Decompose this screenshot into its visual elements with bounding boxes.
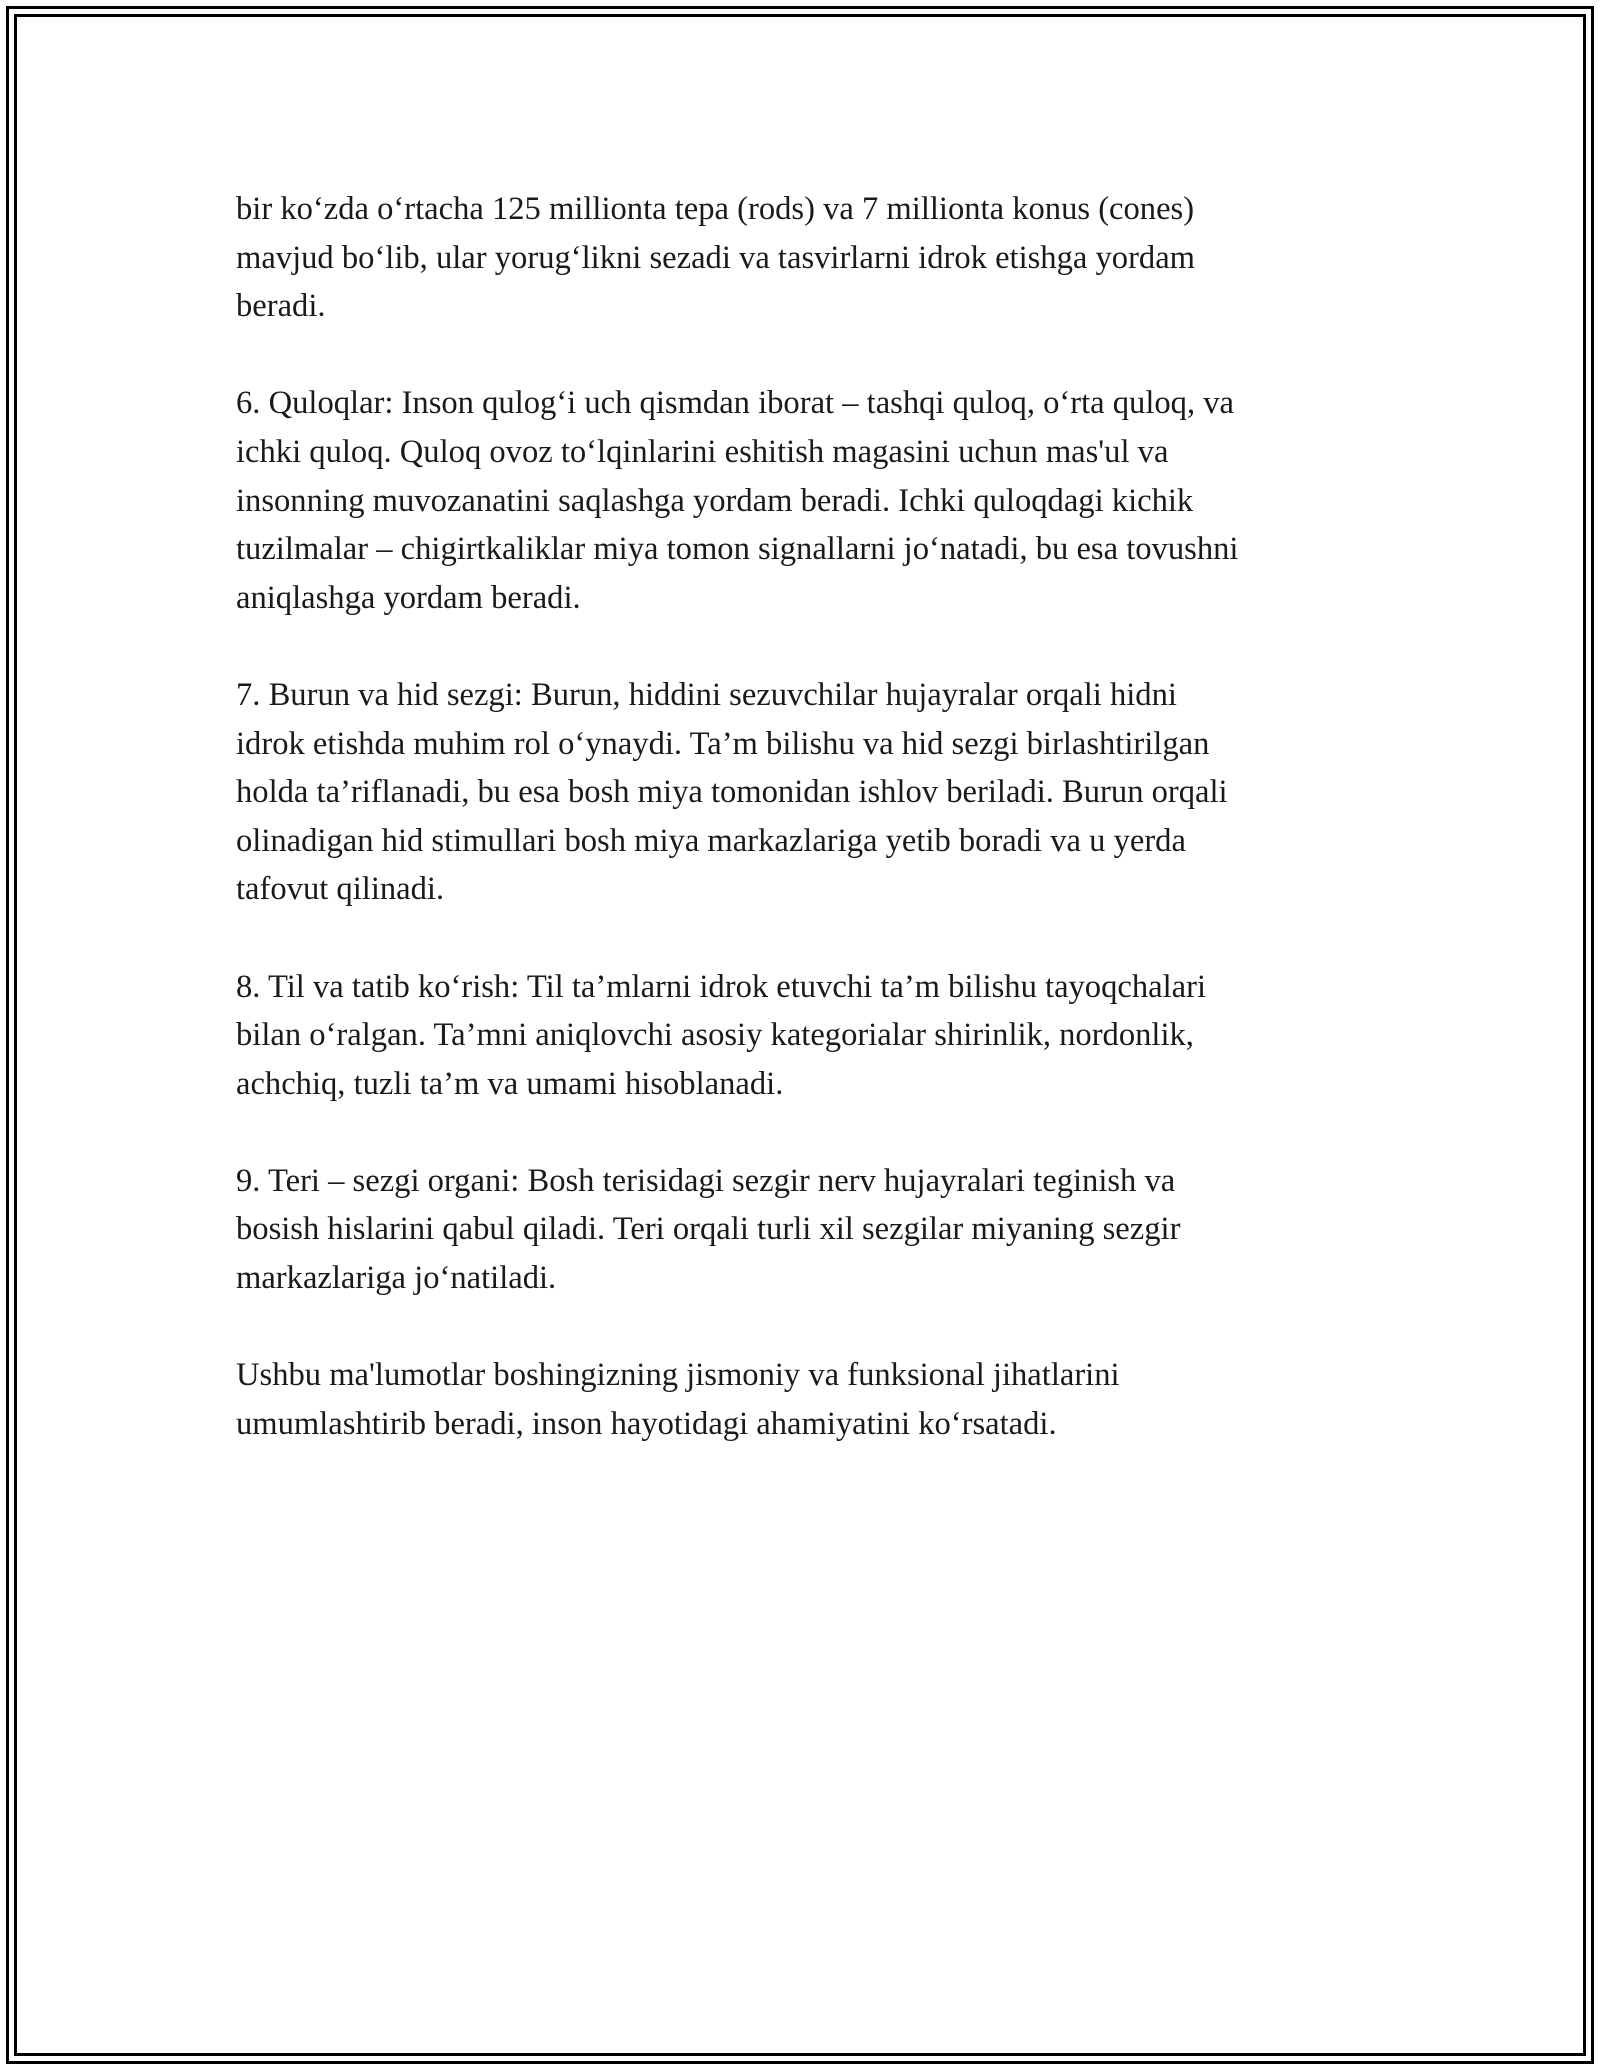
- text-line: tuzilmalar – chigirtkaliklar miya tomon signallarni jo‘natadi, bu esa tovushni: [236, 531, 1239, 568]
- text-line: 6. Quloqlar: Inson qulog‘i uch qismdan iborat – tashqi quloq, o‘rta quloq, va: [236, 385, 1235, 422]
- text-line: olinadigan hid stimullari bosh miya markazlariga yetib boradi va u yerda: [236, 822, 1186, 859]
- text-line: umumlashtirib beradi, inson hayotidagi ahamiyatini ko‘rsatadi.: [236, 1405, 1057, 1442]
- text-line: bir ko‘zda o‘rtacha 125 millionta tepa (rods) va 7 millionta konus (cones): [236, 191, 1195, 227]
- text-line: holda ta’riflanadi, bu esa bosh miya tomonidan ishlov beriladi. Burun orqali: [236, 774, 1228, 811]
- text-line: mavjud bo‘lib, ular yorug‘likni sezadi va tasvirlarni idrok etishga yordam: [236, 239, 1196, 276]
- text-line: 9. Teri – sezgi organi: Bosh terisidagi sezgir nerv hujayralari teginish va: [236, 1162, 1176, 1199]
- text-line: aniqlashga yordam beradi.: [236, 579, 581, 616]
- paragraph-summary: [236, 1351, 1386, 1448]
- document-body: [236, 185, 1386, 1497]
- text-line: Ushbu ma'lumotlar boshingizning jismoniy va funksional jihatlarini: [236, 1357, 1120, 1394]
- text-line: achchiq, tuzli ta’m va umami hisoblanadi.: [236, 1065, 784, 1102]
- text-line: bosish hislarini qabul qiladi. Teri orqali turli xil sezgilar miyaning sezgir: [236, 1211, 1181, 1248]
- text-line: beradi.: [236, 288, 326, 325]
- paragraph-eyes-continued: [236, 185, 1386, 331]
- paragraph-tongue: [236, 963, 1386, 1109]
- text-line: bilan o‘ralgan. Ta’mni aniqlovchi asosiy kategorialar shirinlik, nordonlik,: [236, 1017, 1194, 1054]
- text-line: markazlariga jo‘natiladi.: [236, 1260, 557, 1297]
- text-line: insonning muvozanatini saqlashga yordam beradi. Ichki quloqdagi kichik: [236, 482, 1194, 519]
- text-line: idrok etishda muhim rol o‘ynaydi. Ta’m bilishu va hid sezgi birlashtirilgan: [236, 725, 1210, 762]
- text-line: 8. Til va tatib ko‘rish: Til ta’mlarni idrok etuvchi ta’m bilishu tayoqchalari: [236, 968, 1207, 1005]
- text-line: tafovut qilinadi.: [236, 871, 445, 908]
- paragraph-skin: [236, 1157, 1386, 1303]
- paragraph-nose: [236, 671, 1386, 914]
- text-line: 7. Burun va hid sezgi: Burun, hiddini sezuvchilar hujayralar orqali hidni: [236, 676, 1177, 713]
- paragraph-ears: [236, 379, 1386, 622]
- text-line: ichki quloq. Quloq ovoz to‘lqinlarini eshitish magasini uchun mas'ul va: [236, 433, 1169, 470]
